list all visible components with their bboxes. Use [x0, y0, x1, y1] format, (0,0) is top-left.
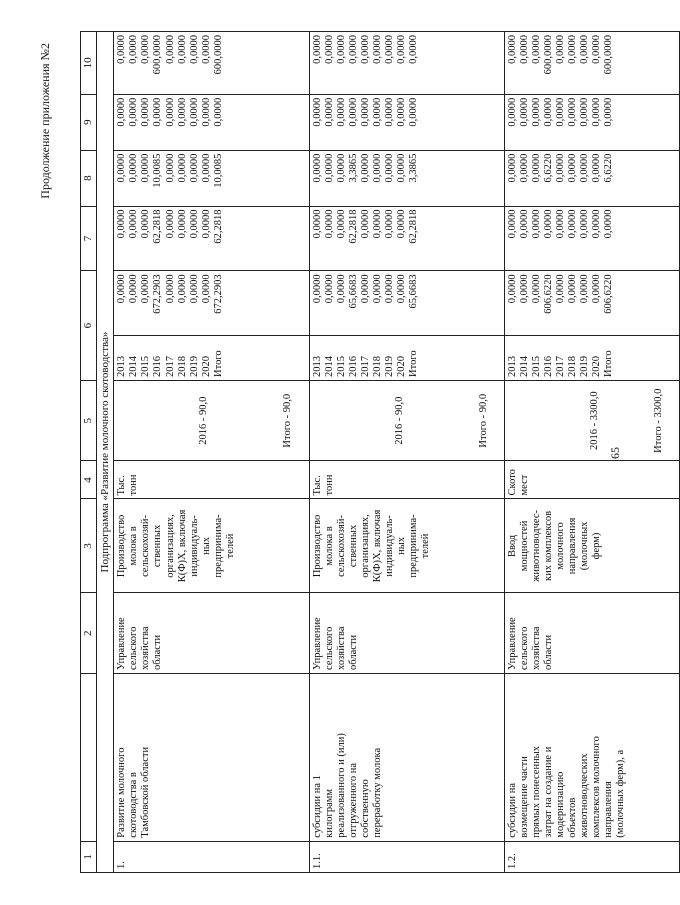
indicator-values [504, 380, 679, 461]
value-total: 0,0000 0,0000 0,0000 65,6683 0,0000 0,0000 0,0000 0,0000 65,6683 [309, 270, 504, 335]
col-header-1b [81, 673, 97, 841]
unit: Тыс. тонн [114, 460, 309, 498]
executor: Управление сельского хозяйства области [114, 592, 309, 673]
col-header-7: 7 [81, 206, 97, 271]
value-extrabudget: 0,0000 0,0000 0,0000 0,0000 0,0000 0,0000 0,0000 0,0000 0,0000 [309, 31, 504, 94]
row-number: 1. [114, 841, 309, 872]
value-regional: 0,0000 0,0000 0,0000 10,0085 0,0000 0,0000 0,0000 0,0000 10,0085 [114, 150, 309, 206]
indicator-value-total: Итого - 90,0 [477, 393, 489, 448]
indicator-value-2016: 2016 - 3300,0 [588, 390, 600, 450]
executor: Управление сельского хозяйства области [504, 592, 679, 673]
appendix-continuation-note: Продолжение приложения №2 [38, 42, 52, 199]
measure-name: Развитие молочного скотоводства в Тамбовской области [114, 673, 309, 841]
col-header-1: 1 [81, 841, 97, 872]
value-regional: 0,0000 0,0000 0,0000 3,3865 0,0000 0,0000 0,0000 0,0000 3,3865 [309, 150, 504, 206]
years: 2013 2014 2015 2016 2017 2018 2019 2020 Итого [114, 335, 309, 380]
col-header-6: 6 [81, 270, 97, 380]
unit: Тыс. тонн [309, 460, 504, 498]
indicator: Производство молока в сельскохозяй- ственных организациях, К(Ф)Х, включая индивидуаль- ных предпринима- телей [309, 498, 504, 592]
value-extrabudget: 0,0000 0,0000 0,0000 600,0000 0,0000 0,0000 0,0000 0,0000 600,0000 [114, 31, 309, 94]
measure-name: субсидии на возмещение части прямых понесенных затрат на создание и модернизацию объектов животноводческих комплексов молочного направления (молочных ферм), а [504, 673, 679, 841]
page-number: 65 [608, 446, 622, 459]
table-row [504, 31, 679, 872]
indicator-values [114, 380, 309, 461]
subprogram-title-row [96, 31, 114, 872]
indicator-value-2016: 2016 - 90,0 [198, 396, 210, 445]
subprogram-title: Подпрограмма «Развитие молочного скотоводства» [96, 31, 114, 872]
col-header-4: 4 [81, 460, 97, 498]
indicator-value-total: Итого - 90,0 [282, 393, 294, 448]
indicator-values [309, 380, 504, 461]
value-local: 0,0000 0,0000 0,0000 0,0000 0,0000 0,0000 0,0000 0,0000 0,0000 [504, 94, 679, 150]
indicator: Ввод мощностей животноводчес- ких комплексов молочного направления (молочных ферм) [504, 498, 679, 592]
value-extrabudget: 0,0000 0,0000 0,0000 600,0000 0,0000 0,0000 0,0000 0,0000 600,0000 [504, 31, 679, 94]
indicator-value-2016: 2016 - 90,0 [393, 396, 405, 445]
indicator-value-total: Итого - 3300,0 [653, 388, 665, 453]
col-header-8: 8 [81, 150, 97, 206]
column-number-row [81, 31, 97, 872]
program-table [80, 31, 680, 873]
indicator: Производство молока в сельскохозяй- ственных организациях, К(Ф)Х, включая индивидуаль- ных предпринима- телей [114, 498, 309, 592]
row-number: 1.2. [504, 841, 679, 872]
table-row [114, 31, 309, 872]
value-total: 0,0000 0,0000 0,0000 606,6220 0,0000 0,0000 0,0000 0,0000 606,6220 [504, 270, 679, 335]
col-header-9: 9 [81, 94, 97, 150]
value-local: 0,0000 0,0000 0,0000 0,0000 0,0000 0,0000 0,0000 0,0000 0,0000 [114, 94, 309, 150]
value-total: 0,0000 0,0000 0,0000 672,2903 0,0000 0,0000 0,0000 0,0000 672,2903 [114, 270, 309, 335]
years: 2013 2014 2015 2016 2017 2018 2019 2020 Итого [309, 335, 504, 380]
row-number: 1.1. [309, 841, 504, 872]
col-header-10: 10 [81, 31, 97, 94]
value-federal: 0,0000 0,0000 0,0000 62,2818 0,0000 0,0000 0,0000 0,0000 62,2818 [309, 206, 504, 271]
years: 2013 2014 2015 2016 2017 2018 2019 2020 Итого [504, 335, 679, 380]
value-federal: 0,0000 0,0000 0,0000 62,2818 0,0000 0,0000 0,0000 0,0000 62,2818 [114, 206, 309, 271]
col-header-3: 3 [81, 498, 97, 592]
measure-name: субсидии на 1 килограмм реализованного и (или) отгруженного на собственную переработку молока [309, 673, 504, 841]
value-federal: 0,0000 0,0000 0,0000 0,0000 0,0000 0,0000 0,0000 0,0000 0,0000 [504, 206, 679, 271]
value-regional: 0,0000 0,0000 0,0000 6,6220 0,0000 0,0000 0,0000 0,0000 6,6220 [504, 150, 679, 206]
col-header-5: 5 [81, 380, 97, 461]
table-row [309, 31, 504, 872]
col-header-2: 2 [81, 592, 97, 673]
value-local: 0,0000 0,0000 0,0000 0,0000 0,0000 0,0000 0,0000 0,0000 0,0000 [309, 94, 504, 150]
executor: Управление сельского хозяйства области [309, 592, 504, 673]
unit: Ското мест [504, 460, 679, 498]
rotated-page-content [10, 13, 665, 893]
